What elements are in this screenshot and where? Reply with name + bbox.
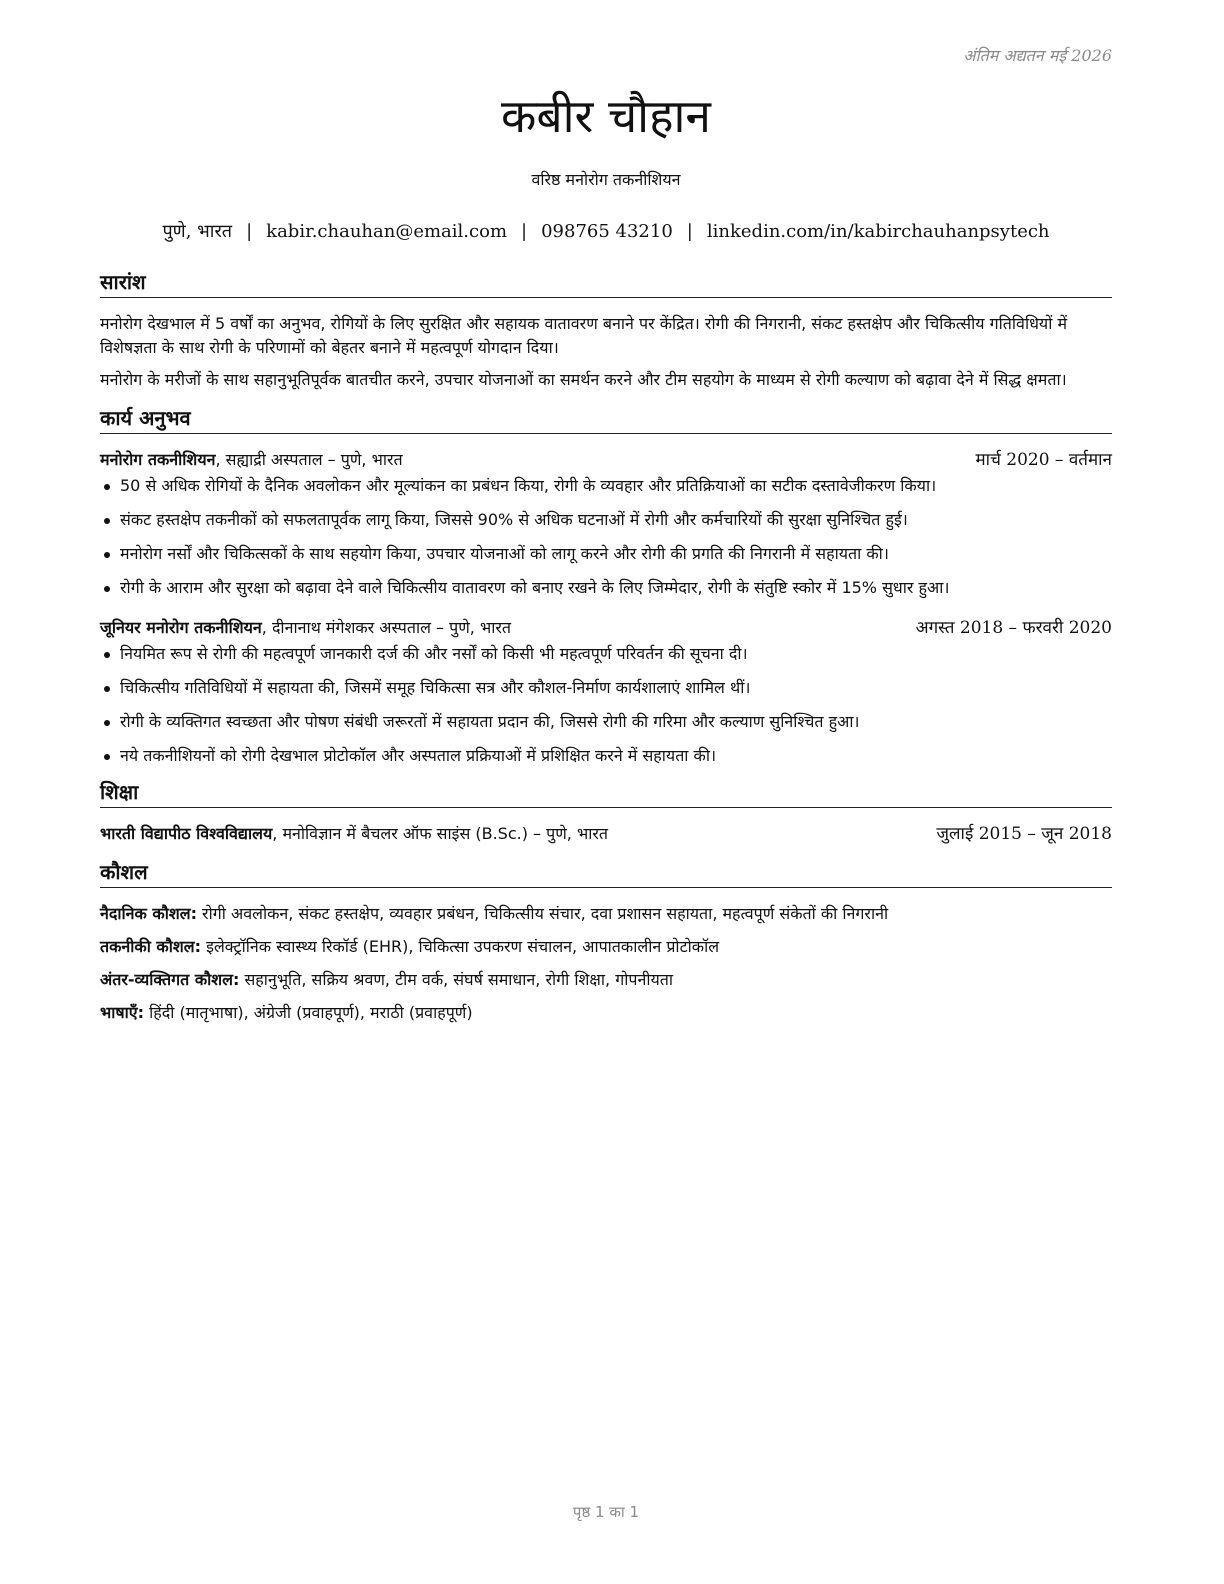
job-org: , दीनानाथ मंगेशकर अस्पताल – पुणे, भारत bbox=[261, 618, 512, 637]
candidate-name: कबीर चौहान bbox=[501, 89, 711, 143]
contact-email[interactable]: kabir.chauhan@email.com bbox=[266, 221, 508, 242]
skill-value: हिंदी (मातृभाषा), अंग्रेजी (प्रवाहपूर्ण), मराठी (प्रवाहपूर्ण) bbox=[144, 1003, 473, 1022]
skills-section bbox=[100, 858, 1112, 1025]
education-institution: भारती विद्यापीठ विश्वविद्यालय bbox=[100, 824, 273, 843]
job-dates: अगस्त 2018 – फरवरी 2020 bbox=[915, 618, 1112, 638]
resume-content bbox=[100, 268, 1112, 1034]
job-role-org bbox=[100, 616, 511, 640]
last-updated: अंतिम अद्यतन मई 2026 bbox=[963, 46, 1112, 65]
job-org: , सह्याद्री अस्पताल – पुणे, भारत bbox=[215, 450, 403, 469]
contact-separator: | bbox=[686, 221, 693, 242]
education-degree: , मनोविज्ञान में बैचलर ऑफ साइंस (B.Sc.) – पुणे, भारत bbox=[272, 824, 609, 843]
experience-section bbox=[100, 404, 1112, 768]
job-entry bbox=[100, 616, 1112, 768]
contact-separator: | bbox=[246, 221, 253, 242]
education-section bbox=[100, 778, 1112, 846]
skill-row bbox=[100, 935, 1112, 959]
skill-value: रोगी अवलोकन, संकट हस्तक्षेप, व्यवहार प्रबंधन, चिकित्सीय संचार, दवा प्रशासन सहायता, महत्वपूर्ण संकेतों की निगरानी bbox=[196, 904, 889, 923]
job-bullet: नियमित रूप से रोगी की महत्वपूर्ण जानकारी दर्ज की और नर्सों को किसी भी महत्वपूर्ण परिवर्तन की सूचना दी। bbox=[100, 642, 1112, 666]
skill-label: नैदानिक कौशल: bbox=[100, 904, 197, 923]
education-entry bbox=[100, 822, 1112, 846]
job-bullet: मनोरोग नर्सों और चिकित्सकों के साथ सहयोग किया, उपचार योजनाओं को लागू करने और रोगी की प्रगति की निगरानी में सहायता की। bbox=[100, 542, 1112, 566]
summary-paragraph: मनोरोग देखभाल में 5 वर्षों का अनुभव, रोगियों के लिए सुरक्षित और सहायक वातावरण बनाने पर केंद्रित। रोगी की निगरानी, संकट हस्तक्षेप और चिकित्सीय गतिविधियों में विशेषज्ञता के साथ रोगी के परिणामों को बेहतर बनाने में महत्वपूर्ण योगदान दिया। bbox=[100, 314, 1068, 357]
job-bullet: 50 से अधिक रोगियों के दैनिक अवलोकन और मूल्यांकन का प्रबंधन किया, रोगी के व्यवहार और प्रतिक्रियाओं का सटीक दस्तावेजीकरण किया। bbox=[100, 474, 1112, 498]
job-header bbox=[100, 616, 1112, 640]
section-heading-skills: कौशल bbox=[100, 858, 1112, 888]
education-institution-degree bbox=[100, 822, 608, 846]
contact-separator: | bbox=[521, 221, 528, 242]
contact-linkedin[interactable]: linkedin.com/in/kabirchauhanpsytech bbox=[706, 221, 1050, 242]
job-bullet: संकट हस्तक्षेप तकनीकों को सफलतापूर्वक लागू किया, जिससे 90% से अधिक घटनाओं में रोगी और कर्मचारियों की सुरक्षा सुनिश्चित हुई। bbox=[100, 508, 1112, 532]
contact-line bbox=[100, 219, 1112, 243]
job-role: मनोरोग तकनीशियन bbox=[100, 450, 216, 469]
summary-paragraph: मनोरोग के मरीजों के साथ सहानुभूतिपूर्वक बातचीत करने, उपचार योजनाओं का समर्थन करने और टीम सहयोग के माध्यम से रोगी कल्याण को बढ़ावा देने में सिद्ध क्षमता। bbox=[100, 370, 1067, 389]
job-bullets bbox=[100, 642, 1112, 768]
section-heading-experience: कार्य अनुभव bbox=[100, 404, 1112, 434]
skill-row bbox=[100, 1001, 1112, 1025]
resume-page bbox=[100, 0, 1112, 1584]
skill-label: तकनीकी कौशल: bbox=[100, 937, 201, 956]
job-bullet: नये तकनीशियनों को रोगी देखभाल प्रोटोकॉल और अस्पताल प्रक्रियाओं में प्रशिक्षित करने में सहायता की। bbox=[100, 744, 1112, 768]
job-bullet: रोगी के आराम और सुरक्षा को बढ़ावा देने वाले चिकित्सीय वातावरण को बनाए रखने के लिए जिम्मेदार, रोगी के संतुष्टि स्कोर में 15% सुधार हुआ। bbox=[100, 576, 1112, 600]
skill-label: भाषाएँ: bbox=[100, 1003, 145, 1022]
candidate-title: वरिष्ठ मनोरोग तकनीशियन bbox=[531, 170, 681, 189]
job-role: जूनियर मनोरोग तकनीशियन bbox=[100, 618, 262, 637]
skill-label: अंतर-व्यक्तिगत कौशल: bbox=[100, 970, 240, 989]
contact-phone: 098765 43210 bbox=[541, 221, 673, 242]
job-bullet: चिकित्सीय गतिविधियों में सहायता की, जिसमें समूह चिकित्सा सत्र और कौशल-निर्माण कार्यशालाएं शामिल थीं। bbox=[100, 676, 1112, 700]
skill-row bbox=[100, 902, 1112, 926]
education-dates: जुलाई 2015 – जून 2018 bbox=[936, 824, 1112, 844]
job-entry bbox=[100, 448, 1112, 600]
section-heading-summary: सारांश bbox=[100, 268, 1112, 298]
summary-section bbox=[100, 268, 1112, 392]
contact-location: पुणे, भारत bbox=[162, 221, 233, 242]
skill-value: इलेक्ट्रॉनिक स्वास्थ्य रिकॉर्ड (EHR), चिकित्सा उपकरण संचालन, आपातकालीन प्रोटोकॉल bbox=[201, 937, 720, 956]
skill-value: सहानुभूति, सक्रिय श्रवण, टीम वर्क, संघर्ष समाधान, रोगी शिक्षा, गोपनीयता bbox=[239, 970, 674, 989]
job-dates: मार्च 2020 – वर्तमान bbox=[975, 450, 1112, 470]
skill-row bbox=[100, 968, 1112, 992]
job-bullet: रोगी के व्यक्तिगत स्वच्छता और पोषण संबंधी जरूरतों में सहायता प्रदान की, जिससे रोगी की गरिमा और कल्याण सुनिश्चित हुआ। bbox=[100, 710, 1112, 734]
section-heading-education: शिक्षा bbox=[100, 778, 1112, 808]
job-role-org bbox=[100, 448, 403, 472]
job-header bbox=[100, 448, 1112, 472]
job-bullets bbox=[100, 474, 1112, 600]
page-number: पृष्ठ 1 का 1 bbox=[572, 1503, 640, 1521]
